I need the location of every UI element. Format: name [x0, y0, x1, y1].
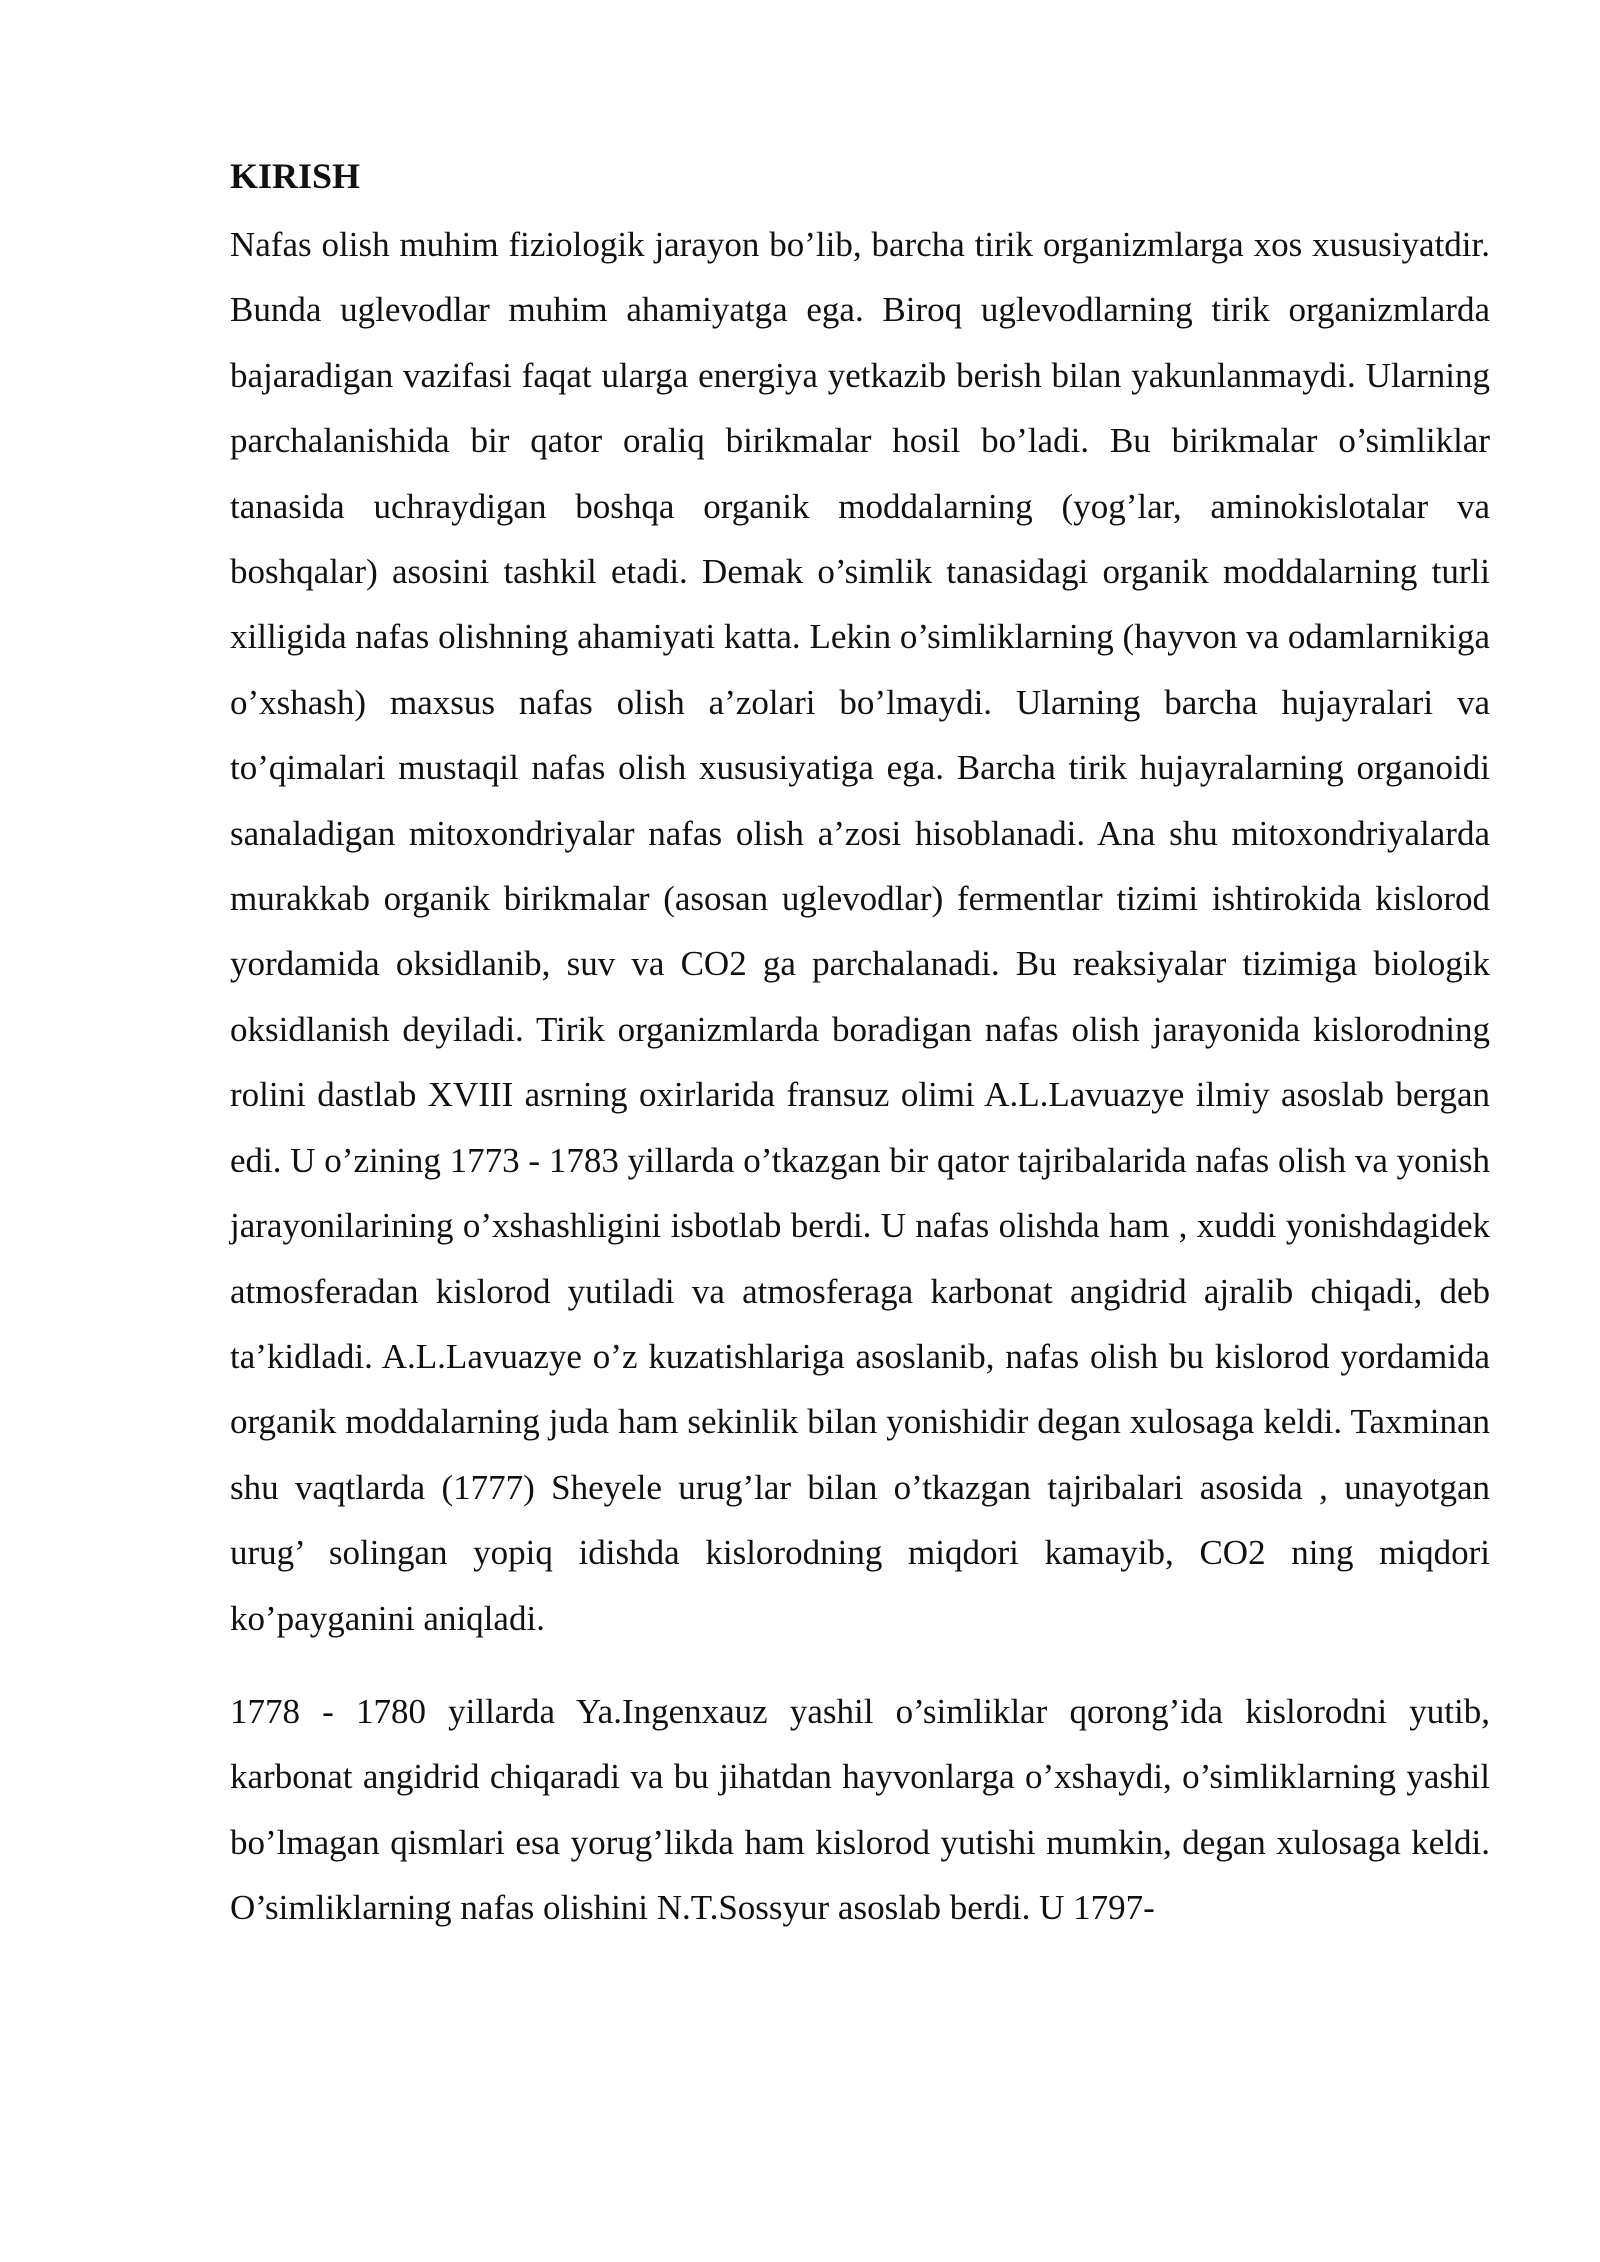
- paragraph: Nafas olish muhim fiziologik jarayon bo’lib, barcha tirik organizmlarga xos xususiyatdir. Bunda uglevodlar muhim ahamiyatga ega. Biroq uglevodlarning tirik organizmlarda bajaradigan vazifasi faqat ularga energiya yetkazib berish bilan yakunlanmaydi. Ularning parchalanishida bir qator oraliq birikmalar hosil bo’ladi. Bu birikmalar o’simliklar tanasida uchraydigan boshqa organik moddalarning (yog’lar, aminokislotalar va boshqalar) asosini tashkil etadi. Demak o’simlik tanasidagi organik moddalarning turli xilligida nafas olishning ahamiyati katta. Lekin o’simliklarning (hayvon va odamlarnikiga o’xshash) maxsus nafas olish a’zolari bo’lmaydi. Ularning barcha hujayralari va to’qimalari mustaqil nafas olish xususiyatiga ega. Barcha tirik hujayralarning organoidi sanaladigan mitoxondriyalar nafas olish a’zosi hisoblanadi. Ana shu mitoxondriyalarda murakkab organik birikmalar (asosan uglevodlar) fermentlar tizimi ishtirokida kislorod yordamida oksidlanib, suv va CO2 ga parchalanadi. Bu reaksiyalar tizimiga biologik oksidlanish deyiladi. Tirik organizmlarda boradigan nafas olish jarayonida kislorodning rolini dastlab XVIII asrning oxirlarida fransuz olimi A.L.Lavuazye ilmiy asoslab bergan edi. U o’zining 1773 - 1783 yillarda o’tkazgan bir qator tajribalarida nafas olish va yonish jarayonilarining o’xshashligini isbotlab berdi. U nafas olishda ham , xuddi yonishdagidek atmosferadan kislorod yutiladi va atmosferaga karbonat angidrid ajralib chiqadi, deb ta’kidladi. A.L.Lavuazye o’z kuzatishlariga asoslanib, nafas olish bu kislorod yordamida organik moddalarning juda ham sekinlik bilan yonishidir degan xulosaga keldi. Taxminan shu vaqtlarda (1777) Sheyele urug’lar bilan o’tkazgan tajribalari asosida , unayotgan urug’ solingan yopiq idishda kislorodning miqdori kamayib, CO2 ning miqdori ko’payganini aniqladi.: [230, 225, 1490, 1638]
- paragraph: 1778 - 1780 yillarda Ya.Ingenxauz yashil o’simliklar qorong’ida kislorodni yutib, karbonat angidrid chiqaradi va bu jihatdan hayvonlarga o’xshaydi, o’simliklarning yashil bo’lmagan qismlari esa yorug’likda ham kislorod yutishi mumkin, degan xulosaga keldi. O’simliklarning nafas olishini N.T.Sossyur asoslab berdi. U 1797-: [230, 1691, 1490, 1928]
- section-heading: KIRISH: [230, 156, 361, 196]
- document-page: [230, 150, 1490, 1941]
